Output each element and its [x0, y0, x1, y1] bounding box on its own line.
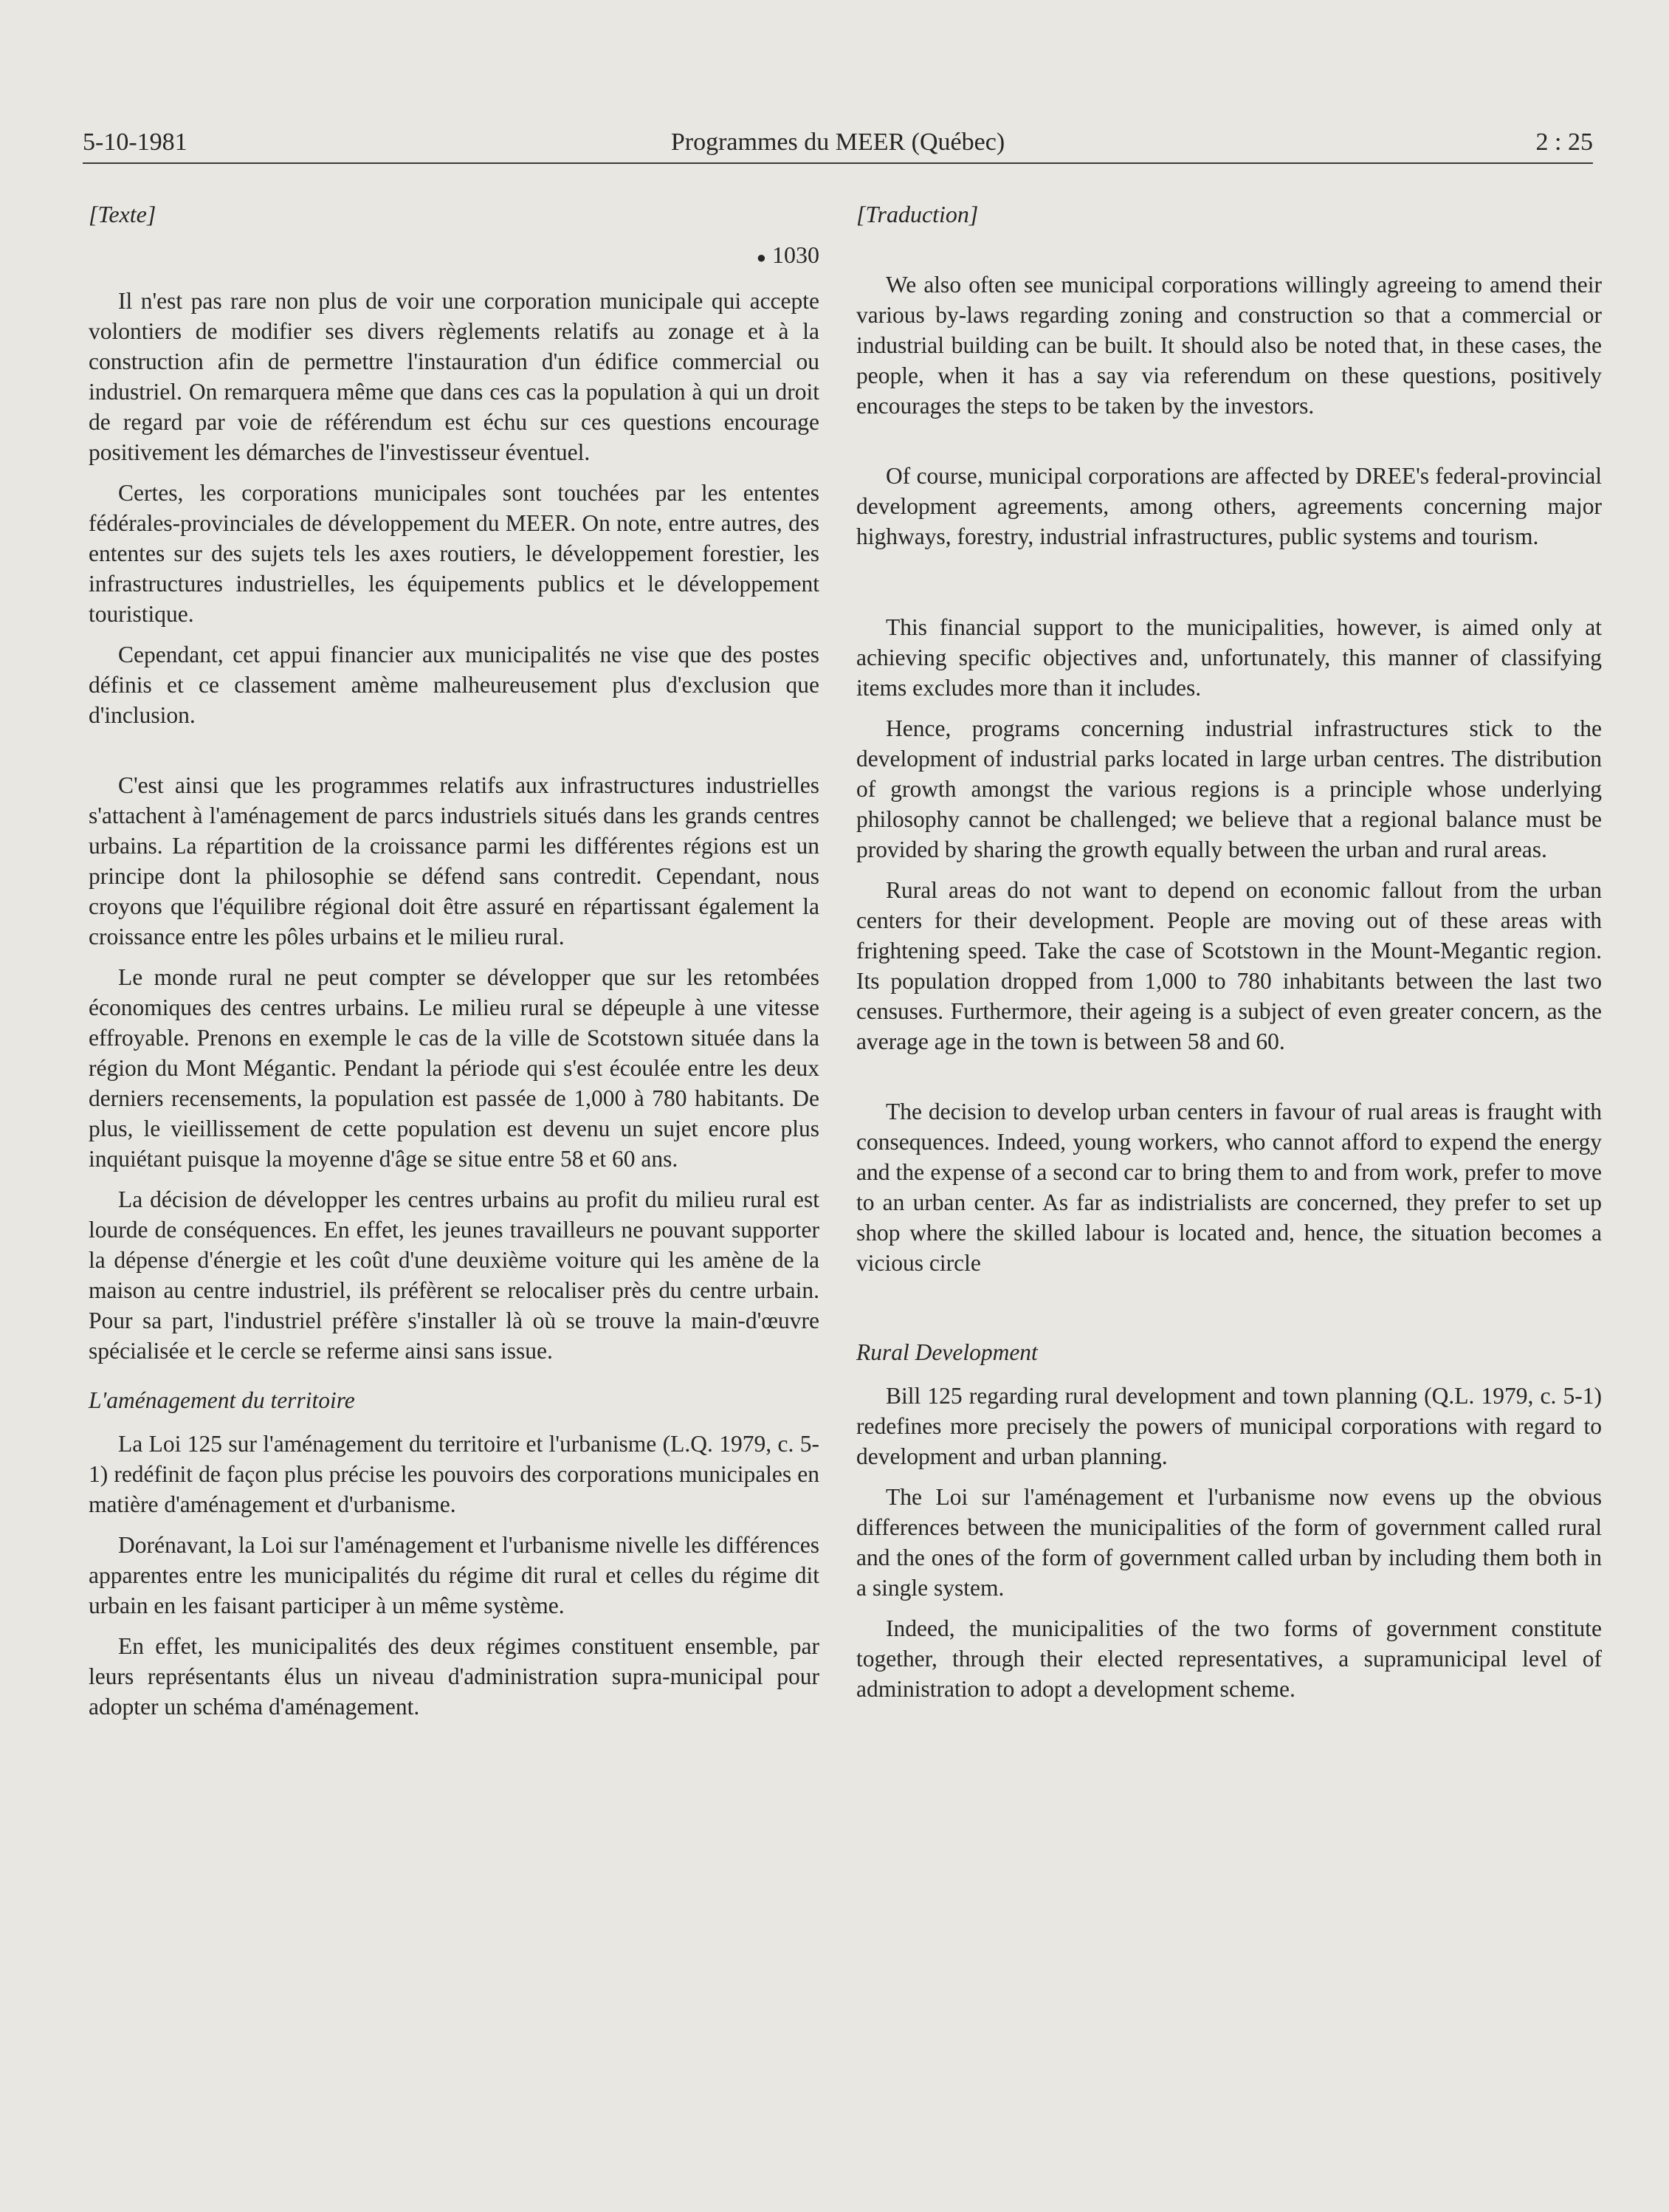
- section-heading: L'aménagement du territoire: [89, 1387, 355, 1414]
- paragraph: Hence, programs concerning industrial infrastructures stick to the development of industrial parks located in large urban centres. The distribution of growth amongst the various regions is a principle whose underlying philosophy cannot be challenged; we believe that a regional balance must be provided by sharing the growth equally between the urban and rural areas.: [856, 715, 1602, 862]
- section-heading: Rural Development: [856, 1339, 1038, 1365]
- time-marker: [89, 240, 819, 272]
- paragraph: Bill 125 regarding rural development and town planning (Q.L. 1979, c. 5-1) redefines more precisely the powers of municipal corporations with regard to development and urban planning.: [856, 1383, 1602, 1469]
- spacer: [856, 431, 1602, 461]
- paragraph: The Loi sur l'aménagement et l'urbanisme now evens up the obvious differences between the municipalities of the form of government called rural and the ones of the form of government called urban by including them both in a single system.: [856, 1484, 1602, 1601]
- paragraph: Indeed, the municipalities of the two forms of government constitute together, through their elected representatives, a supramunicipal level of administration to adopt a development scheme.: [856, 1615, 1602, 1702]
- time-value: 1030: [772, 241, 819, 268]
- paragraph: La décision de développer les centres urbains au profit du milieu rural est lourde de conséquences. En effet, les jeunes travailleurs ne pouvant supporter la dépense d'énergie et les coût d'une deuxième voiture qui les amène de la maison au centre industriel, ils préfèrent se relocaliser près du centre urbain. Pour sa part, l'industriel préfère s'installer là où se trouve la main-d'œuvre spécialisée et le cercle se referme ainsi sans issue.: [89, 1186, 819, 1364]
- paragraph: This financial support to the municipalities, however, is aimed only at achieving specific objectives and, unfortunately, this manner of classifying items excludes more than it includes.: [856, 614, 1602, 701]
- paragraph: La Loi 125 sur l'aménagement du territoire et l'urbanisme (L.Q. 1979, c. 5-1) redéfinit de façon plus précise les pouvoirs des corporations municipales en matière d'aménagement et d'urbanisme.: [89, 1431, 819, 1518]
- paragraph: Le monde rural ne peut compter se développer que sur les retombées économiques des centres urbains. Le milieu rural se dépeuple à une vitesse effroyable. Prenons en exemple le cas de la ville de Scotstown située dans la région du Mont Mégantic. Pendant la période qui s'est écoulée entre les deux derniers recensements, la population est passée de 1,000 à 780 habitants. De plus, le vieillissement de cette population est devenu un sujet encore plus inquiétant puisque la moyenne d'âge se situe entre 58 et 60 ans.: [89, 964, 819, 1172]
- header-date: 5-10-1981: [83, 128, 187, 156]
- spacer: [856, 1067, 1602, 1096]
- english-column: [856, 199, 1602, 1714]
- spacer: [89, 741, 819, 770]
- column-label-texte: [Texte]: [89, 201, 156, 227]
- french-column: [89, 199, 819, 1732]
- bullet-icon: ●: [756, 248, 766, 267]
- paragraph: En effet, les municipalités des deux régimes constituent ensemble, par leurs représentants élus un niveau d'administration supra-municipal pour adopter un schéma d'aménagement.: [89, 1633, 819, 1720]
- paragraph: Rural areas do not want to depend on economic fallout from the urban centers for their development. People are moving out of these areas with frightening speed. Take the case of Scotstown in the Mount-Megantic region. Its population dropped from 1,000 to 780 inhabitants between the last two censuses. Furthermore, their ageing is a subject of even greater concern, as the average age in the town is between 58 and 60.: [856, 877, 1602, 1054]
- paragraph: C'est ainsi que les programmes relatifs aux infrastructures industrielles s'attachent à l'aménagement de parcs industriels situés dans les grands centres urbains. La répartition de la croissance parmi les différentes régions est un principe dont la philosophie se défend sans contredit. Cependant, nous croyons que l'équilibre régional doit être assuré en répartissant également la croissance entre les pôles urbains et le milieu rural.: [89, 772, 819, 950]
- paragraph: We also often see municipal corporations willingly agreeing to amend their various by-laws regarding zoning and construction so that a commercial or industrial building can be built. It should also be noted that, in these cases, the people, when it has a say via referendum on these questions, positively encourages the steps to be taken by the investors.: [856, 272, 1602, 419]
- paragraph: Of course, municipal corporations are affected by DREE's federal-provincial development agreements, among others, agreements concerning major highways, forestry, industrial infrastructures, public systems and tourism.: [856, 463, 1602, 549]
- page-header: [83, 124, 1593, 164]
- paragraph: The decision to develop urban centers in favour of rual areas is fraught with consequences. Indeed, young workers, who cannot afford to expend the energy and the expense of a second car to bring them to and from work, prefer to move to an urban center. As far as indistrialists are concerned, they prefer to set up shop where the skilled labour is located and, hence, the situation becomes a vicious circle: [856, 1099, 1602, 1276]
- spacer: [856, 562, 1602, 612]
- spacer: [856, 1288, 1602, 1318]
- column-label-traduction: [Traduction]: [856, 201, 979, 227]
- header-title: Programmes du MEER (Québec): [670, 128, 1005, 156]
- header-page-number: 2 : 25: [1535, 128, 1593, 156]
- paragraph: Il n'est pas rare non plus de voir une corporation municipale qui accepte volontiers de modifier ses divers règlements relatifs au zonage et à la construction afin de permettre l'instauration d'un édifice commercial ou industriel. On remarquera même que dans ces cas la population à qui un droit de regard par voie de référendum est échu sur ces questions encourage positivement les démarches de l'investisseur éventuel.: [89, 288, 819, 466]
- paragraph: Cependant, cet appui financier aux municipalités ne vise que des postes définis et ce classement amème malheureusement plus d'exclusion que d'inclusion.: [89, 642, 819, 729]
- spacer: [856, 240, 1602, 269]
- paragraph: Certes, les corporations municipales sont touchées par les ententes fédérales-provinciales de développement du MEER. On note, entre autres, des ententes sur des sujets tels les axes routiers, le développement forestier, les infrastructures industrielles, les équipements publics et le développement touristique.: [89, 480, 819, 628]
- paragraph: Dorénavant, la Loi sur l'aménagement et l'urbanisme nivelle les différences apparentes entre les municipalités du régime dit rural et celles du régime dit urbain en les faisant participer à un même système.: [89, 1532, 819, 1619]
